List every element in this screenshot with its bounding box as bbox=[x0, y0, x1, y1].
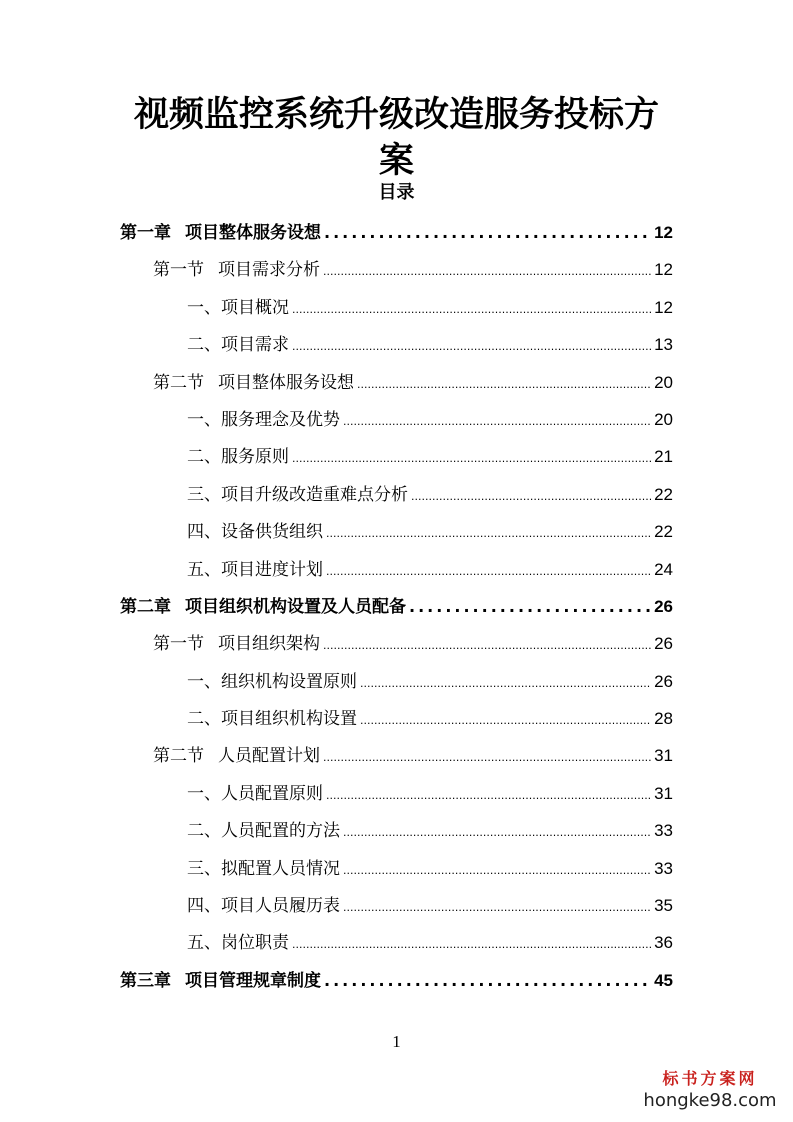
toc-entry-number: 第一章 bbox=[120, 223, 171, 243]
toc-entry-label: 三、拟配置人员情况 bbox=[187, 858, 340, 879]
toc-dot-leader bbox=[411, 478, 651, 515]
toc-entry-label: 一、项目概况 bbox=[187, 297, 289, 318]
toc-entry-label: 三、项目升级改造重难点分析 bbox=[187, 484, 408, 505]
toc-entry-page: 31 bbox=[654, 783, 673, 803]
page-number: 1 bbox=[392, 1032, 401, 1051]
toc-entry-number: 第三章 bbox=[120, 970, 171, 991]
toc-chapter-entry[interactable] bbox=[120, 214, 673, 251]
toc-entry-page: 22 bbox=[654, 484, 673, 504]
toc-dot-leader bbox=[292, 328, 651, 365]
toc-entry-label: 二、服务原则 bbox=[187, 447, 289, 468]
toc-dot-leader bbox=[409, 588, 651, 625]
toc-entry-page: 20 bbox=[654, 372, 673, 392]
toc-subsection-entry[interactable] bbox=[120, 663, 673, 700]
toc-entry-page: 36 bbox=[654, 933, 673, 953]
table-of-contents bbox=[120, 214, 673, 999]
toc-subsection-entry[interactable] bbox=[120, 812, 673, 849]
watermark-name: 标书方案网 bbox=[662, 1069, 758, 1088]
toc-entry-label: 二、项目需求 bbox=[187, 335, 289, 356]
toc-entry-page: 35 bbox=[654, 896, 673, 916]
toc-entry-label: 一、人员配置原则 bbox=[187, 783, 323, 804]
toc-entry-page: 45 bbox=[654, 970, 673, 990]
toc-dot-leader bbox=[357, 366, 651, 403]
toc-entry-label: 项目管理规章制度 bbox=[185, 970, 321, 991]
document-title: 视频监控系统升级改造服务投标方案 bbox=[133, 94, 659, 181]
toc-dot-leader bbox=[326, 515, 651, 552]
watermark-url: hongke98.com bbox=[643, 1090, 777, 1111]
toc-dot-leader bbox=[323, 627, 651, 664]
toc-section-entry[interactable] bbox=[120, 364, 673, 401]
toc-entry-page: 26 bbox=[654, 671, 673, 691]
toc-entry-label: 一、组织机构设置原则 bbox=[187, 671, 357, 692]
toc-entry-label: 项目组织架构 bbox=[218, 634, 320, 655]
toc-dot-leader bbox=[343, 814, 651, 851]
toc-entry-label: 四、设备供货组织 bbox=[187, 522, 323, 543]
toc-entry-number: 第一节 bbox=[153, 634, 204, 655]
toc-subsection-entry[interactable] bbox=[120, 924, 673, 961]
toc-entry-label: 项目需求分析 bbox=[218, 260, 320, 281]
toc-entry-number: 第一节 bbox=[153, 260, 204, 281]
toc-entry-page: 12 bbox=[654, 297, 673, 317]
toc-entry-label: 二、项目组织机构设置 bbox=[187, 709, 357, 730]
toc-dot-leader bbox=[360, 702, 651, 739]
toc-entry-label: 人员配置计划 bbox=[218, 746, 320, 767]
toc-dot-leader bbox=[323, 739, 651, 776]
toc-section-entry[interactable] bbox=[120, 737, 673, 774]
toc-subsection-entry[interactable] bbox=[120, 775, 673, 812]
toc-entry-label: 四、项目人员履历表 bbox=[187, 896, 340, 917]
toc-entry-number: 第二节 bbox=[153, 746, 204, 767]
toc-subsection-entry[interactable] bbox=[120, 438, 673, 475]
toc-subsection-entry[interactable] bbox=[120, 513, 673, 550]
toc-section-entry[interactable] bbox=[120, 625, 673, 662]
toc-entry-number: 第二节 bbox=[153, 372, 204, 393]
toc-entry-label: 一、服务理念及优势 bbox=[187, 409, 340, 430]
toc-subsection-entry[interactable] bbox=[120, 289, 673, 326]
toc-dot-leader bbox=[343, 852, 651, 889]
toc-entry-page: 13 bbox=[654, 335, 673, 355]
toc-dot-leader bbox=[324, 962, 651, 999]
toc-entry-page: 33 bbox=[654, 858, 673, 878]
toc-entry-page: 21 bbox=[654, 447, 673, 467]
toc-entry-number: 第二章 bbox=[120, 596, 171, 617]
toc-dot-leader bbox=[326, 553, 651, 590]
site-watermark bbox=[630, 1068, 790, 1112]
toc-subsection-entry[interactable] bbox=[120, 887, 673, 924]
toc-entry-label: 项目组织机构设置及人员配备 bbox=[185, 596, 406, 617]
toc-entry-page: 31 bbox=[654, 746, 673, 766]
toc-chapter-entry[interactable] bbox=[120, 962, 673, 999]
toc-subsection-entry[interactable] bbox=[120, 850, 673, 887]
toc-entry-page: 33 bbox=[654, 821, 673, 841]
toc-entry-page: 12 bbox=[654, 260, 673, 280]
toc-dot-leader bbox=[324, 214, 651, 251]
toc-dot-leader bbox=[292, 291, 651, 328]
toc-entry-page: 20 bbox=[654, 409, 673, 429]
toc-section-entry[interactable] bbox=[120, 251, 673, 288]
toc-subsection-entry[interactable] bbox=[120, 700, 673, 737]
toc-subsection-entry[interactable] bbox=[120, 401, 673, 438]
toc-subsection-entry[interactable] bbox=[120, 326, 673, 363]
toc-entry-label: 项目整体服务设想 bbox=[185, 223, 321, 243]
toc-heading: 目录 bbox=[378, 182, 415, 203]
toc-entry-page: 26 bbox=[654, 596, 673, 616]
toc-subsection-entry[interactable] bbox=[120, 476, 673, 513]
toc-dot-leader bbox=[343, 889, 651, 926]
toc-entry-page: 28 bbox=[654, 709, 673, 729]
toc-dot-leader bbox=[292, 926, 651, 963]
toc-entry-label: 二、人员配置的方法 bbox=[187, 821, 340, 842]
toc-entry-page: 22 bbox=[654, 522, 673, 542]
toc-subsection-entry[interactable] bbox=[120, 551, 673, 588]
toc-entry-page: 26 bbox=[654, 634, 673, 654]
toc-entry-label: 项目整体服务设想 bbox=[218, 372, 354, 393]
toc-entry-page: 12 bbox=[654, 223, 673, 242]
toc-entry-page: 24 bbox=[654, 559, 673, 579]
toc-dot-leader bbox=[360, 665, 651, 702]
toc-entry-label: 五、岗位职责 bbox=[187, 933, 289, 954]
toc-dot-leader bbox=[323, 253, 651, 290]
toc-chapter-entry[interactable] bbox=[120, 588, 673, 625]
toc-dot-leader bbox=[292, 440, 651, 477]
toc-entry-label: 五、项目进度计划 bbox=[187, 559, 323, 580]
toc-dot-leader bbox=[343, 403, 651, 440]
toc-dot-leader bbox=[326, 777, 651, 814]
